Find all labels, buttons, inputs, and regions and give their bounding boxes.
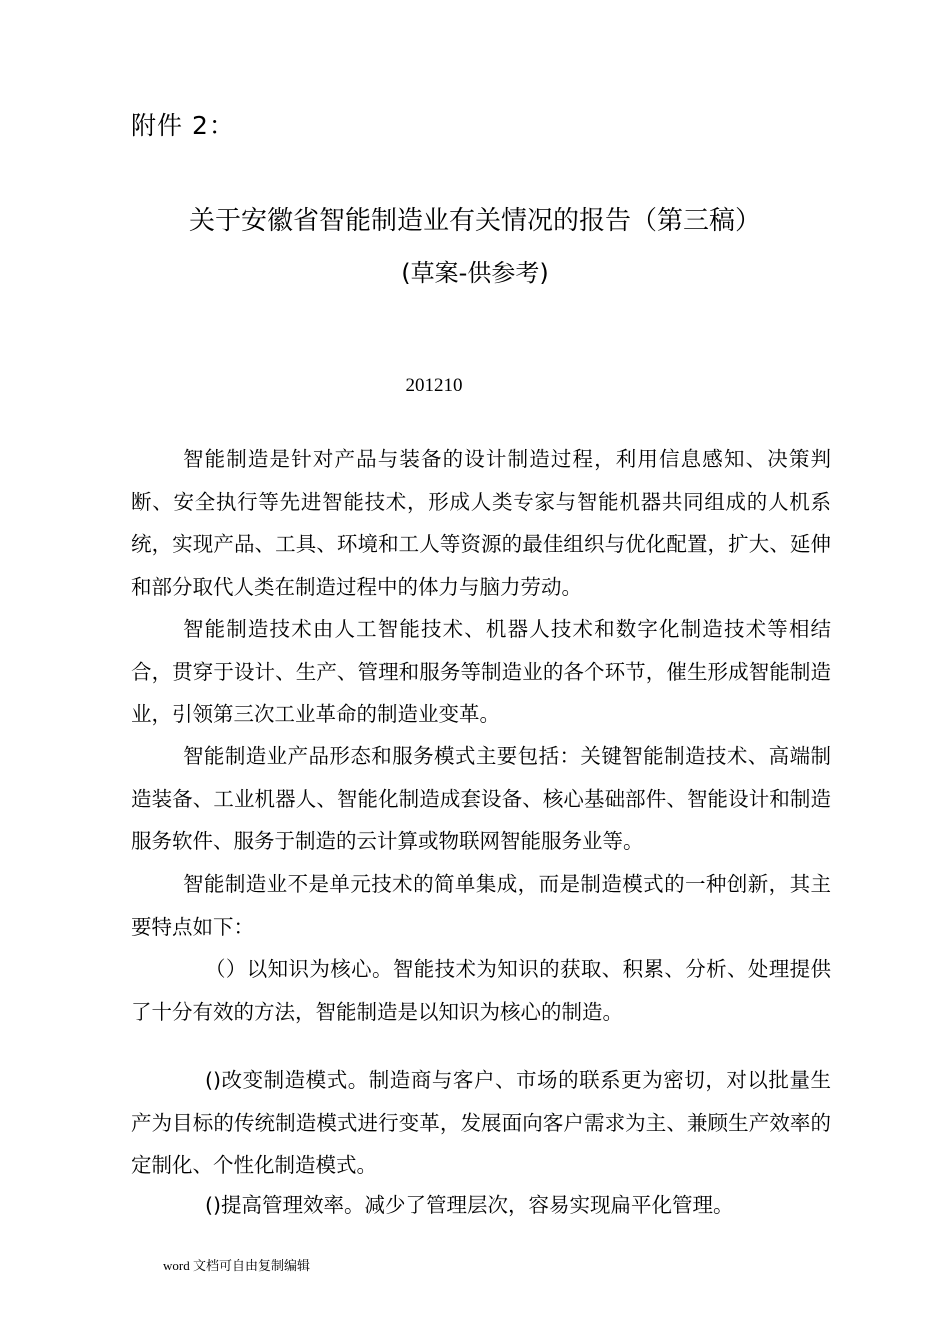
document-date: 201210 [405, 375, 463, 396]
document-subtitle: (草案-供参考) [401, 259, 549, 287]
paragraph-features-intro: 智能制造业不是单元技术的简单集成，而是制造模式的一种创新，其主要特点如下： [131, 872, 831, 939]
attachment-label: 附件 2： [131, 111, 235, 140]
document-title: 关于安徽省智能制造业有关情况的报告（第三稿） [188, 206, 761, 236]
paragraph-feature-mode: ()改变制造模式。制造商与客户、市场的联系更为密切，对以批量生产为目标的传统制造模式进行变革，发展面向客户需求为主、兼顾生产效率的定制化、个性化制造模式。 [131, 1068, 831, 1177]
paragraph-feature-knowledge: （）以知识为核心。智能技术为知识的获取、积累、分析、处理提供了十分有效的方法，智能制造是以知识为核心的制造。 [131, 957, 831, 1024]
paragraph-technology: 智能制造技术由人工智能技术、机器人技术和数字化制造技术等相结合，贯穿于设计、生产、管理和服务等制造业的各个环节，催生形成智能制造业，引领第三次工业革命的制造业变革。 [131, 617, 831, 726]
paragraph-feature-management: ()提高管理效率。减少了管理层次，容易实现扁平化管理。 [205, 1193, 734, 1217]
paragraph-definition: 智能制造是针对产品与装备的设计制造过程，利用信息感知、决策判断、安全执行等先进智能技术，形成人类专家与智能机器共同组成的人机系统，实现产品、工具、环境和工人等资源的最佳组织与优化配置，扩大、延伸和部分取代人类在制造过程中的体力与脑力劳动。 [131, 447, 831, 599]
paragraph-products-services: 智能制造业产品形态和服务模式主要包括：关键智能制造技术、高端制造装备、工业机器人、智能化制造成套设备、核心基础部件、智能设计和制造服务软件、服务于制造的云计算或物联网智能服务业等。 [131, 744, 831, 853]
page-footer: word 文档可自由复制编辑 [163, 1258, 310, 1273]
